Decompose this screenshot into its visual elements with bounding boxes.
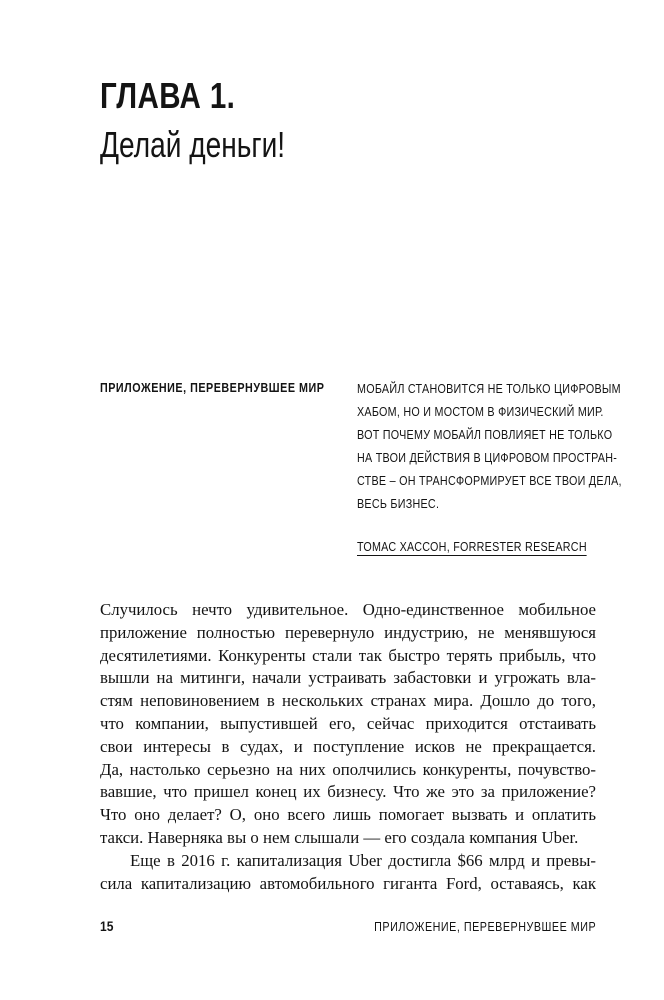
body-line: приложение полностью перевернуло индустрию, не менявшуюся (100, 622, 596, 642)
chapter-label: ГЛАВА 1. (100, 75, 236, 116)
section-label: ПРИЛОЖЕНИЕ, ПЕРЕВЕРНУВШЕЕ МИР (100, 381, 325, 395)
body-line: что компании, выпустившей его, сейчас приходится отстаивать (100, 713, 596, 733)
body-line: свои интересы в судах, и поступление исков не прекращается. (100, 736, 596, 756)
body-line: Еще в 2016 г. капитализация Uber достигла $66 млрд и превы- (130, 850, 596, 870)
epigraph-attribution: ТОМАС ХАССОН, FORRESTER RESEARCH (357, 540, 587, 554)
body-text (100, 599, 596, 895)
epigraph-line: ВЕСЬ БИЗНЕС. (357, 497, 440, 511)
epigraph (357, 378, 622, 516)
body-line: Да, настолько серьезно на них ополчились конкуренты, почувство- (100, 759, 596, 779)
body-line: сила капитализацию автомобильного гиганта Ford, оставаясь, как (100, 873, 596, 893)
body-line: Случилось нечто удивительное. Одно-единственное мобильное (100, 600, 596, 619)
body-line: такси. Наверняка вы о нем слышали — его создала компания Uber. (100, 827, 579, 847)
body-line: стям неповиновением в нескольких странах мира. Дошло до того, (100, 691, 596, 711)
page-number: 15 (100, 918, 114, 934)
running-head: ПРИЛОЖЕНИЕ, ПЕРЕВЕРНУВШЕЕ МИР (373, 920, 596, 934)
epigraph-line: МОБАЙЛ СТАНОВИТСЯ НЕ ТОЛЬКО ЦИФРОВЫМ (357, 382, 621, 396)
epigraph-line: СТВЕ – ОН ТРАНСФОРМИРУЕТ ВСЕ ТВОИ ДЕЛА, (357, 474, 622, 488)
chapter-title: Делай деньги! (100, 124, 286, 165)
body-line: Что оно делает? О, оно всего лишь помогает вызвать и оплатить (100, 805, 596, 825)
epigraph-line: ХАБОМ, НО И МОСТОМ В ФИЗИЧЕСКИЙ МИР. (357, 405, 604, 419)
epigraph-line: НА ТВОИ ДЕЙСТВИЯ В ЦИФРОВОМ ПРОСТРАН- (357, 451, 618, 465)
body-line: вавшие, что пришел конец их бизнесу. Что же это за приложение? (100, 782, 596, 802)
body-line: десятилетиями. Конкуренты стали так быстро терять прибыль, что (100, 645, 596, 665)
epigraph-line: ВОТ ПОЧЕМУ МОБАЙЛ ПОВЛИЯЕТ НЕ ТОЛЬКО (357, 428, 613, 442)
body-line: вышли на митинги, начали устраивать забастовки и угрожать вла- (100, 668, 596, 688)
